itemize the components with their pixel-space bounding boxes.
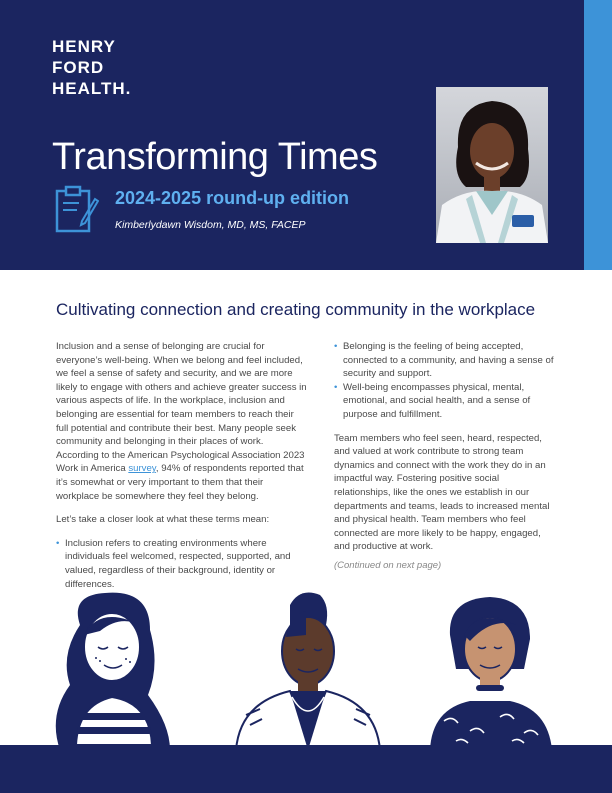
inclusion-bullet: • Inclusion refers to creating environments where individuals feel welcomed, respected, supported, and valued, regardless of their background, identity or differences.: [56, 537, 308, 591]
terms-intro-paragraph: Let’s take a closer look at what these terms mean:: [56, 514, 270, 526]
header-accent-stripe: [584, 0, 612, 270]
person-illustration-2: [236, 593, 380, 750]
author-byline: Kimberlydawn Wisdom, MD, MS, FACEP: [115, 219, 306, 231]
belonging-bullet: • Belonging is the feeling of being accepted, connected to a community, and having a sense of security and support.: [334, 340, 558, 381]
clipboard-pencil-icon: [55, 185, 99, 235]
article-left-column: [56, 340, 308, 601]
henry-ford-health-logo: [52, 36, 131, 99]
person-illustration-1: [56, 593, 170, 750]
logo-line-3: HEALTH.: [52, 79, 132, 98]
survey-link[interactable]: survey: [128, 463, 156, 475]
logo-line-1: HENRY: [52, 37, 116, 56]
newsletter-title: Transforming Times: [52, 136, 378, 178]
team-members-paragraph: Team members who feel seen, heard, respected, and valued at work contribute to strong team dynamics and connect with the work they do in an impactful way. Fostering positive social relationships, like the ones we establish in our departments and teams, leads to increased mental and physical health. Team members who feel connected are more likely to be happy, engaged, and productive at work.: [334, 432, 550, 553]
terms-list-left: [56, 537, 308, 591]
edition-subtitle: 2024-2025 round-up edition: [115, 188, 350, 208]
article-right-column: [334, 340, 558, 564]
continued-note: (Continued on next page): [334, 560, 442, 571]
terms-list-right: [334, 340, 558, 422]
intro-text-a: Inclusion and a sense of belonging are crucial for everyone’s well-being. When we belong and feel included, we feel a sense of safety and security, and we are more likely to engage with others and achieve greater success in various aspects of life. In the workplace, inclusion and belonging are essential for team members to reach their full potential and contribute their best. Many people seek community and belonging in their places of work. According to the American Psychological Association 2023 Work in America: [56, 341, 307, 475]
footer-bar: [0, 745, 612, 793]
article-heading: Cultivating connection and creating community in the workplace: [56, 300, 536, 319]
logo-line-2: FORD: [52, 58, 105, 77]
intro-text-b: , 94% of respondents reported that it’s somewhat or very important to them that their workplace be somewhere they feel they belong.: [56, 463, 304, 502]
author-portrait: [436, 87, 548, 243]
wellbeing-bullet: • Well-being encompasses physical, mental, emotional, and social health, and a sense of purpose and fulfillment.: [334, 381, 558, 422]
intro-paragraph: [56, 340, 308, 503]
person-illustration-3: [430, 597, 552, 750]
